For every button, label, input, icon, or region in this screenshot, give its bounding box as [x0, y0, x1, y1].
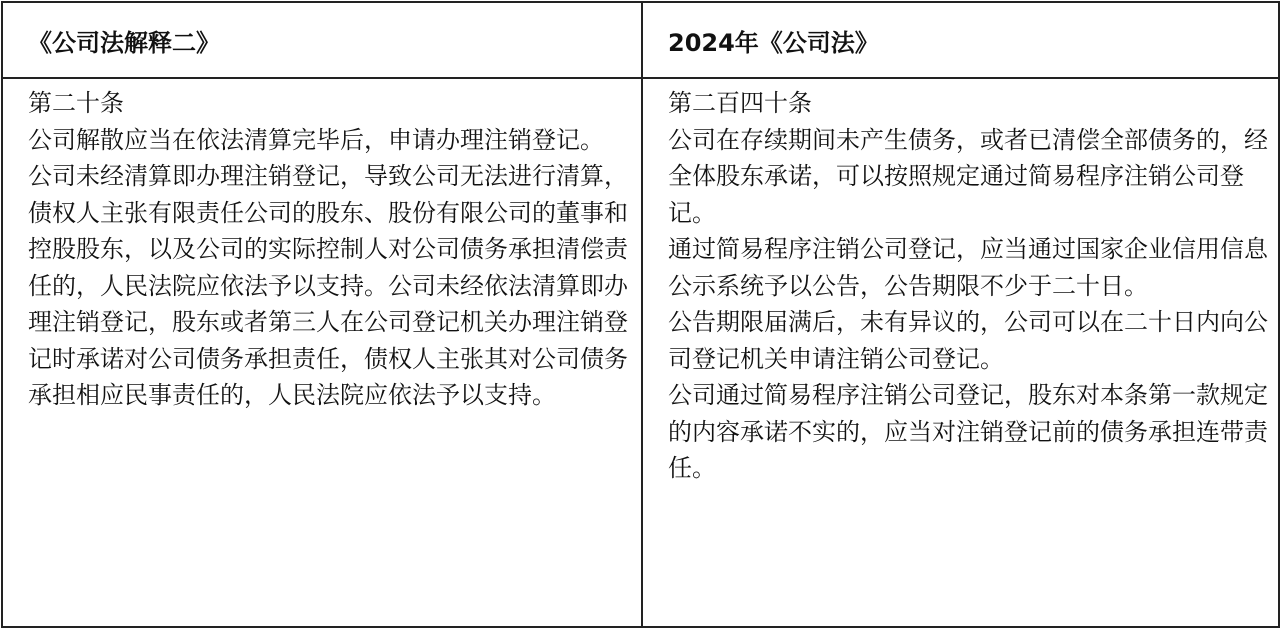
left-column-cell — [2, 78, 642, 627]
left-paragraph: 公司未经清算即办理注销登记，导致公司无法进行清算，债权人主张有限责任公司的股东、股份有限公司的董事和控股股东，以及公司的实际控制人对公司债务承担清偿责任的，人民法院应依法予以支持。公司未经依法清算即办理注销登记，股东或者第三人在公司登记机关办理注销登记时承诺对公司债务承担责任，债权人主张其对公司债务承担相应民事责任的，人民法院应依法予以支持。 — [28, 162, 628, 409]
right-column-header: 2024年《公司法》 — [642, 2, 1279, 78]
right-paragraph: 公告期限届满后，未有异议的，公司可以在二十日内向公司登记机关申请注销公司登记。 — [668, 308, 1268, 373]
left-article-number: 第二十条 — [28, 89, 124, 117]
left-column-header: 《公司法解释二》 — [2, 2, 642, 78]
right-paragraph: 公司在存续期间未产生债务，或者已清偿全部债务的，经全体股东承诺，可以按照规定通过简易程序注销公司登记。 — [668, 125, 1268, 227]
right-paragraph: 公司通过简易程序注销公司登记，股东对本条第一款规定的内容承诺不实的，应当对注销登记前的债务承担连带责任。 — [668, 381, 1268, 482]
left-paragraph: 公司解散应当在依法清算完毕后，申请办理注销登记。 — [28, 125, 604, 154]
header-row — [2, 2, 1279, 78]
content-row — [2, 78, 1279, 627]
right-column-cell — [642, 78, 1279, 627]
comparison-table — [1, 1, 1280, 628]
right-paragraph: 通过简易程序注销公司登记，应当通过国家企业信用信息公示系统予以公告，公告期限不少于二十日。 — [668, 235, 1268, 300]
right-article-number: 第二百四十条 — [668, 89, 812, 117]
